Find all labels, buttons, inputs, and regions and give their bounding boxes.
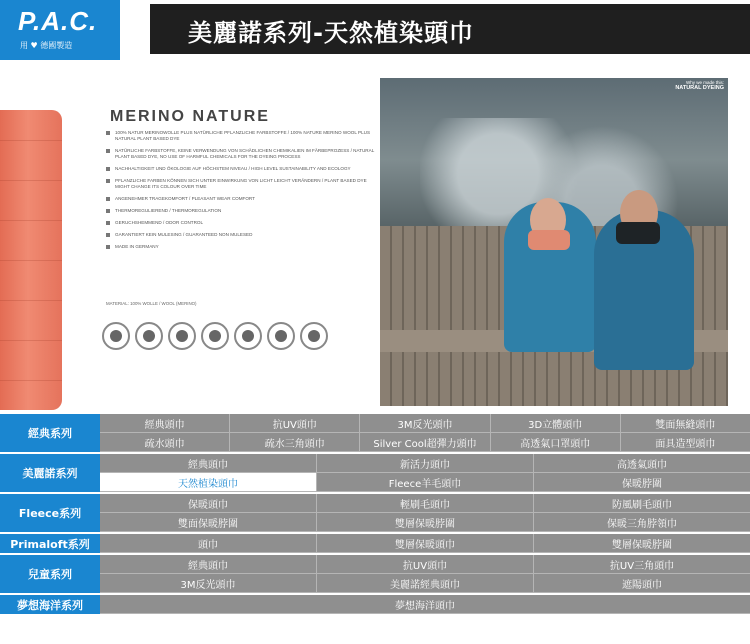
- photo-label-line2: NATURAL DYEING: [675, 85, 724, 91]
- title-bar: [150, 4, 750, 54]
- feature-list: [106, 130, 376, 256]
- product-series-table: [0, 414, 750, 640]
- pac-logo[interactable]: [0, 0, 120, 60]
- product-link[interactable]: Silver Cool超彈力頭巾: [360, 433, 490, 452]
- series-category[interactable]: Primaloft系列: [0, 534, 100, 553]
- series-row: [0, 595, 750, 614]
- sun-icon: [135, 322, 163, 350]
- product-info-panel: [0, 70, 380, 410]
- product-link[interactable]: 疏水頭巾: [100, 433, 230, 452]
- product-link[interactable]: 雙層保暖脖圍: [317, 513, 534, 532]
- product-link[interactable]: 保暖三角脖領巾: [534, 513, 750, 532]
- product-link[interactable]: 抗UV頭巾: [317, 555, 534, 574]
- product-link[interactable]: 頭巾: [100, 534, 317, 553]
- material-note: MATERIAL: 100% WOLLE / WOOL (MERINO): [106, 301, 197, 306]
- product-link[interactable]: 防風刷毛頭巾: [534, 494, 750, 513]
- series-row: [0, 454, 750, 492]
- series-row: [0, 414, 750, 452]
- product-link[interactable]: 高透氣頭巾: [534, 454, 750, 473]
- product-link[interactable]: 雙面無縫頭巾: [621, 414, 750, 433]
- mulesing-free-icon: [102, 322, 130, 350]
- temperature-icon: [201, 322, 229, 350]
- product-link[interactable]: 3M反光頭巾: [100, 574, 317, 593]
- feature-item: NACHHALTIGKEIT UND ÖKOLOGIE AUF HÖCHSTEM NIVEAU / HIGH LEVEL SUSTAINABILITY AND ECOLOGY: [106, 166, 376, 172]
- page-title: 美麗諾系列-天然植染頭巾: [188, 19, 474, 47]
- product-link[interactable]: 經典頭巾: [100, 454, 317, 473]
- product-link[interactable]: 保暖頭巾: [100, 494, 317, 513]
- product-link[interactable]: Fleece羊毛頭巾: [317, 473, 534, 492]
- made-in-germany-icon: [300, 322, 328, 350]
- series-row: [0, 534, 750, 553]
- product-link[interactable]: 保暖脖圍: [534, 473, 750, 492]
- product-link[interactable]: 天然植染頭巾: [100, 473, 317, 492]
- logo-subtitle: 用 ♥ 德國製造: [20, 41, 73, 50]
- product-link[interactable]: 雙面保暖脖圍: [100, 513, 317, 532]
- product-link[interactable]: 面具造型頭巾: [621, 433, 750, 452]
- feature-item: MADE IN GERMANY: [106, 244, 376, 250]
- series-row: [0, 494, 750, 532]
- product-link[interactable]: 疏水三角頭巾: [230, 433, 360, 452]
- product-link[interactable]: 經典頭巾: [100, 414, 230, 433]
- feature-item: PFLANZLICHE FARBEN KÖNNEN SICH UNTER EINWIRKUNG VON LICHT LEICHT VERÄNDERN / PLANT BASED DYE MIGHT CHANGE ITS COLOUR OVER TIME: [106, 178, 376, 190]
- product-link[interactable]: 3M反光頭巾: [360, 414, 490, 433]
- feature-item: GERUCHSHEMMEND / ODOR CONTROL: [106, 220, 376, 226]
- lifestyle-photo: [380, 78, 728, 406]
- product-link[interactable]: 遮陽頭巾: [534, 574, 750, 593]
- logo-text: P.A.C.: [18, 6, 98, 36]
- series-category[interactable]: 經典系列: [0, 414, 100, 452]
- series-row: [0, 555, 750, 593]
- product-link[interactable]: 高透氣口罩頭巾: [491, 433, 621, 452]
- product-link[interactable]: 輕刷毛頭巾: [317, 494, 534, 513]
- series-category[interactable]: 美麗諾系列: [0, 454, 100, 492]
- series-category[interactable]: Fleece系列: [0, 494, 100, 532]
- product-link[interactable]: 美麗諾經典頭巾: [317, 574, 534, 593]
- product-link[interactable]: 雙層保暖脖圍: [534, 534, 750, 553]
- feature-item: ANGENEHMER TRAGEKOMFORT / PLEASANT WEAR COMFORT: [106, 196, 376, 202]
- feature-item: THERMOREGULIEREND / THERMOREGULATION: [106, 208, 376, 214]
- product-link[interactable]: 雙層保暖頭巾: [317, 534, 534, 553]
- series-title: MERINO NATURE: [110, 108, 270, 125]
- merino-tube-product-image: [0, 110, 62, 410]
- feature-badges: [102, 322, 332, 354]
- odor-icon: [234, 322, 262, 350]
- product-link[interactable]: 3D立體頭巾: [491, 414, 621, 433]
- product-link[interactable]: 抗UV頭巾: [230, 414, 360, 433]
- feature-item: GARANTIERT KEIN MULESING / GUARANTEED NON MULESED: [106, 232, 376, 238]
- series-category[interactable]: 兒童系列: [0, 555, 100, 593]
- feature-item: 100% NATUR MERINOWOLLE PLUS NATÜRLICHE PFLANZLICHE FARBSTOFFE / 100% NATURE MERINO WOOL PLUS NATURAL PLANT BASED DYE: [106, 130, 376, 142]
- plant-icon: [168, 322, 196, 350]
- product-link[interactable]: 經典頭巾: [100, 555, 317, 574]
- product-link[interactable]: 夢想海洋頭巾: [100, 595, 750, 614]
- photo-label-line1: Why we made this:: [685, 80, 724, 85]
- product-link[interactable]: 新活力頭巾: [317, 454, 534, 473]
- wool-icon: [267, 322, 295, 350]
- photo-label: [675, 80, 724, 91]
- series-category[interactable]: 夢想海洋系列: [0, 595, 100, 614]
- feature-item: NATÜRLICHE FARBSTOFFE, KEINE VERWENDUNG VON SCHÄDLICHEN CHEMIKALIEN IM FÄRBEPROZESS / NATURAL PLANT BASED DYE, NO USE OF HARMFUL CHEMICALS FOR THE DYEING PROCESS: [106, 148, 376, 160]
- header: [0, 0, 750, 60]
- product-link[interactable]: 抗UV三角頭巾: [534, 555, 750, 574]
